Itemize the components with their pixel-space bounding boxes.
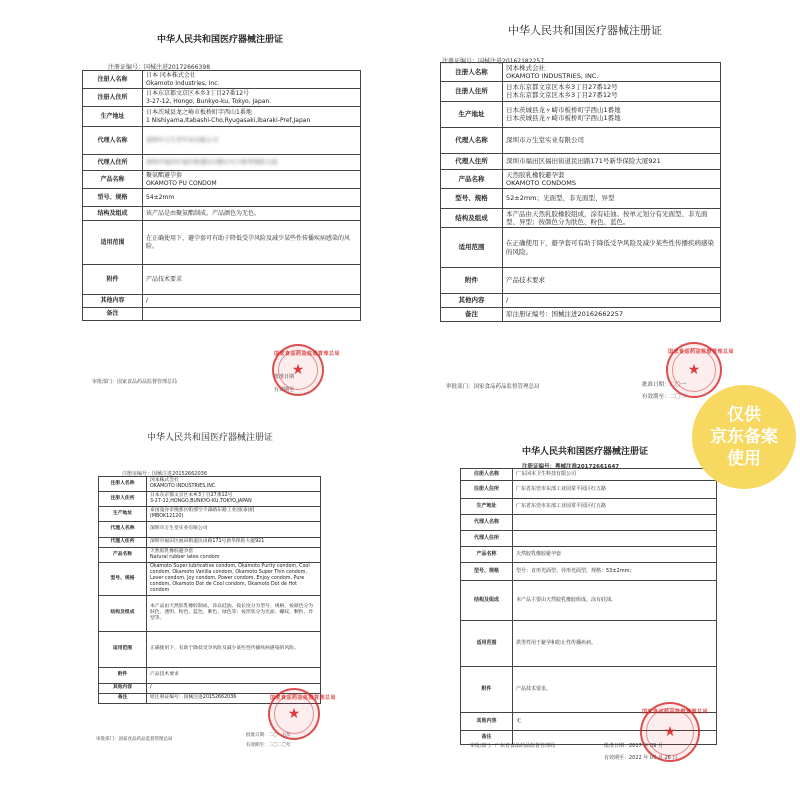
row-value: 深圳市福田区福田街道民田路171号新华保险大厦	[143, 155, 361, 171]
seal-lettering: 国家食品药品监督管理总局	[270, 695, 337, 701]
row-value: 54±2mm	[143, 189, 361, 207]
table-row	[461, 531, 717, 547]
row-label: 型号、规格	[83, 189, 143, 207]
row-label: 适用范围	[441, 228, 503, 268]
row-label: 代理人住所	[99, 537, 147, 547]
row-label: 注册人住所	[441, 82, 503, 101]
row-value: 天然胶乳橡胶避孕套 Natural rubber latex condom	[147, 547, 321, 562]
table-row	[441, 268, 721, 294]
row-label: 生产地址	[441, 101, 503, 127]
row-label: 适用范围	[83, 221, 143, 265]
row-value: 供男性用于避孕和防止性传播疾病。	[513, 621, 717, 667]
registration-number-label: 注册证编号：	[522, 464, 556, 470]
row-label: 其他内容	[99, 683, 147, 693]
row-label: 结构及组成	[441, 208, 503, 227]
valid-until: 有效期至：2022 年 09 月 26 日	[604, 755, 678, 761]
approval-date: 批准日期：二〇一	[642, 382, 687, 388]
certificate-1	[60, 0, 380, 400]
table-row	[99, 562, 321, 595]
row-value	[513, 531, 717, 547]
row-label: 其他内容	[83, 295, 143, 308]
seal-lettering: 国家食品药品监督管理总局	[668, 349, 735, 355]
row-label: 代理人名称	[99, 521, 147, 537]
row-value: 日本东京都文京区本乡3丁目27番12号 日本东京都文京区本乡3丁目27番12号	[503, 82, 721, 101]
table-row	[99, 595, 321, 631]
row-value: 日本茨城县龙ヶ崎市板桥町字西山1番地 日本茨城县龙ヶ崎市板桥町字西山1番地	[503, 101, 721, 127]
valid-until: 有效期至：二〇二〇年	[246, 743, 291, 748]
row-value: 正确使用下，有助于降低受孕风险及减少某些性传播疾病感染的风险。	[147, 631, 321, 667]
table-row	[441, 294, 721, 308]
registration-number-label: 注册证编号：	[108, 64, 145, 71]
jd-filing-badge	[692, 385, 796, 489]
row-value: Okamoto Super lubricative condom, Okamoto Purity condom, Cool condom, Okamoto Vanilla condom, Okamoto Super Thin condom, Lover condom, Joy condom, Power condom, Enjoy condom, Pure condom, Okamoto Dot de Cool condom, Okamoto Dot de Hot condom	[147, 562, 321, 595]
badge-line-3: 使用	[727, 449, 761, 470]
approval-date: 批准日期	[274, 374, 295, 380]
table-row	[441, 228, 721, 268]
row-value: 本产品主要由天然胶乳橡胶组成，涂有硅油。	[513, 581, 717, 621]
table-row	[441, 208, 721, 227]
row-value: 广东冈本卫生科技有限公司	[513, 469, 717, 481]
row-value: 泰国曼谷市挽那区帕那空卡森路东路工业园(泰国) (MBOK12120)	[147, 506, 321, 521]
approval-date: 批准日期：二〇一五年	[246, 733, 291, 738]
table-row	[83, 107, 361, 127]
row-label: 注册人名称	[99, 477, 147, 492]
row-label: 生产地址	[99, 506, 147, 521]
row-value: 产品技术要求	[143, 265, 361, 295]
table-row	[441, 82, 721, 101]
row-label: 注册人住所	[99, 491, 147, 506]
row-value: 原注册证编号：国械注进20152662036	[147, 693, 321, 703]
row-label: 结构及组成	[83, 207, 143, 221]
registration-number-value: 国械注进20172666398	[144, 64, 211, 71]
registration-number-value: 国械注进20162182257	[478, 58, 545, 65]
valid-until: 有效期至：二〇二	[642, 394, 687, 400]
row-value: 在正确使用下，避孕套可有助于降低受孕风险及减少某些性传播疾病感染的风险。	[143, 221, 361, 265]
row-value: 冈本株式会社 OKAMOTO INDUSTRIES,INC.	[147, 477, 321, 492]
approval-date: 批准日期：2017 年 09 月	[604, 743, 663, 749]
table-row	[83, 155, 361, 171]
row-value: 深圳市万生堂实业有限公司	[147, 521, 321, 537]
row-label: 代理人住所	[461, 531, 513, 547]
row-value: 天然胶乳橡胶避孕套	[513, 547, 717, 563]
table-row	[99, 506, 321, 521]
table-row	[461, 499, 717, 515]
row-label: 产品名称	[99, 547, 147, 562]
row-label: 代理人住所	[441, 153, 503, 169]
table-row	[461, 469, 717, 481]
row-label: 其他内容	[441, 294, 503, 308]
table-row	[99, 477, 321, 492]
table-row	[461, 515, 717, 531]
certificate-title: 中华人民共和国医疗器械注册证	[521, 447, 648, 457]
row-value: 日本东京都文京区本乡3丁目27番12号 3-27-12,HONGO,BUNKYO-KU,TOKYO,JAPAN	[147, 491, 321, 506]
certificate-table	[98, 476, 337, 704]
row-value: 天然胶乳橡胶避孕套 OKAMOTO CONDOMS	[503, 169, 721, 188]
table-row	[99, 521, 321, 537]
table-row	[441, 308, 721, 322]
row-value: 深圳市福田区福田街道民田路171号新华保险大厦921	[147, 537, 321, 547]
row-label: 生产地址	[461, 499, 513, 515]
table-row	[461, 563, 717, 581]
table-row	[83, 171, 361, 189]
row-label: 型号、规格	[461, 563, 513, 581]
row-value: /	[503, 294, 721, 308]
table-row	[99, 491, 321, 506]
official-seal-icon: 国家食品药品监督管理总局 ★	[666, 342, 722, 398]
row-label: 产品名称	[441, 169, 503, 188]
row-label: 结构及组成	[99, 595, 147, 631]
badge-line-1: 仅供	[727, 404, 761, 425]
seal-lettering: 国家食品药品监督管理总局	[642, 709, 709, 715]
row-label: 代理人名称	[461, 515, 513, 531]
table-row	[83, 295, 361, 308]
row-label: 型号、规格	[441, 188, 503, 208]
approval-authority: 审批部门：国家食品药品监督管理总局	[446, 384, 540, 390]
row-label: 备注	[441, 308, 503, 322]
row-value: 广东省东莞市东部工业园常平园区红五路	[513, 499, 717, 515]
approval-authority: 审批部门：国家食品药品监督管理总局	[96, 737, 173, 742]
approval-authority: 审批部门：广东省食品药品监督管理局	[470, 743, 556, 749]
table-row	[461, 481, 717, 499]
table-row	[83, 127, 361, 155]
certificate-3	[60, 420, 360, 800]
table-row	[83, 207, 361, 221]
certificate-table	[82, 70, 361, 321]
registration-number-label: 注册证编号：	[122, 471, 153, 477]
row-label: 注册人名称	[441, 63, 503, 82]
row-value: 产品技术要求	[503, 268, 721, 294]
registration-number-label: 注册证编号：	[442, 58, 479, 65]
row-value: 深圳市万生堂实业有限公司	[143, 127, 361, 155]
seal-lettering: 国家食品药品监督管理总局	[274, 351, 341, 357]
table-row	[99, 547, 321, 562]
certificate-title: 中华人民共和国医疗器械注册证	[146, 433, 273, 443]
row-label: 代理人名称	[441, 127, 503, 153]
approval-authority: 审批部门：国家食品药品监督管理总局	[92, 379, 178, 385]
table-row	[99, 667, 321, 683]
row-label: 注册人住所	[461, 481, 513, 499]
row-value: 广东省东莞市东部工业园常平园区红五路	[513, 481, 717, 499]
row-value: /	[147, 683, 321, 693]
row-value: 产品技术要求。	[513, 667, 717, 713]
table-row	[83, 308, 361, 321]
table-row	[83, 89, 361, 107]
table-row	[441, 153, 721, 169]
row-label: 备注	[83, 308, 143, 321]
table-row	[441, 101, 721, 127]
row-label: 产品名称	[83, 171, 143, 189]
row-value: 原注册证编号：国械注进20162662257	[503, 308, 721, 322]
table-row	[461, 621, 717, 667]
row-value: 日本茨城县龙之崎市板桥町字西山1番地 1 Nishiyama,Itabashi-Cho,Ryugasaki,Ibaraki-Pref,Japan	[143, 107, 361, 127]
certificate-2	[420, 0, 750, 410]
row-value: 日本东京都文京区本乡3丁目27番12号 3-27-12, Hongo, Bunkyo-ku, Tokyo, Japan.	[143, 89, 361, 107]
valid-until: 有效期至	[274, 387, 295, 393]
row-value: 该产品是由聚氨酯制成。产品颜色为无色。	[143, 207, 361, 221]
row-value: 深圳市福田区福田街道民田路171号新华保险大厦921	[503, 153, 721, 169]
row-value: 聚氨酯避孕套 OKAMOTO PU CONDOM	[143, 171, 361, 189]
row-value	[513, 515, 717, 531]
row-value	[143, 308, 361, 321]
row-label: 生产地址	[83, 107, 143, 127]
row-label: 型号、规格	[99, 562, 147, 595]
row-label: 附件	[441, 268, 503, 294]
row-value: 型号：直形光面型、异形光面型，规格：53±2mm；	[513, 563, 717, 581]
row-label: 其他内容	[461, 713, 513, 731]
table-row	[83, 265, 361, 295]
row-label: 结构及组成	[461, 581, 513, 621]
official-seal-icon: 国家食品药品监督管理总局 ★	[272, 344, 324, 396]
table-row	[461, 581, 717, 621]
table-row	[441, 127, 721, 153]
row-value: 产品技术要求	[147, 667, 321, 683]
row-value: 冈本株式会社 OKAMOTO INDUSTRIES, INC.	[503, 63, 721, 82]
row-value: 52±2mm；光面型、非光面型、异型	[503, 188, 721, 208]
row-value: 在正确使用下，避孕套可有助于降低受孕风险及减少某些性传播疾病感染的风险。	[503, 228, 721, 268]
table-row	[441, 63, 721, 82]
row-label: 备注	[461, 731, 513, 745]
row-label: 注册人住所	[83, 89, 143, 107]
table-row	[99, 631, 321, 667]
row-label: 附件	[461, 667, 513, 713]
row-label: 附件	[83, 265, 143, 295]
official-seal-icon: 国家食品药品监督管理总局 ★	[268, 688, 320, 740]
table-row	[99, 537, 321, 547]
badge-line-2: 京东备案	[710, 426, 778, 447]
table-row	[83, 189, 361, 207]
official-seal-icon: 国家食品药品监督管理总局 ★	[640, 702, 700, 762]
registration-number-value: 粤械注准20172661647	[555, 464, 620, 470]
row-label: 适用范围	[461, 621, 513, 667]
row-value: /	[143, 295, 361, 308]
row-value: 无	[513, 713, 717, 731]
table-row	[441, 169, 721, 188]
certificate-title: 中华人民共和国医疗器械注册证	[508, 24, 662, 37]
row-label: 适用范围	[99, 631, 147, 667]
row-label: 代理人住所	[83, 155, 143, 171]
row-label: 注册人名称	[83, 71, 143, 89]
certificate-4	[440, 430, 730, 800]
row-value: 本产品由天然乳胶橡胶组成，涂有硅油。按单元划分有光面型、非光面型、异型；按颜色分为肤色、粉色、蓝色。	[503, 208, 721, 227]
row-label: 注册人名称	[461, 469, 513, 481]
row-label: 代理人名称	[83, 127, 143, 155]
row-label: 产品名称	[461, 547, 513, 563]
table-row	[441, 188, 721, 208]
registration-number-value: 国械注进20152662036	[152, 471, 208, 477]
table-row	[83, 221, 361, 265]
row-value: 本产品由天然胶乳橡胶制成，涂以硅油。按长度分为型号、规格，按颜色分为肤色、透明、粉色、蓝色、紫色、绿色等；按形状分为光面、螺纹、颗粒、异型等。	[147, 595, 321, 631]
row-value: 深圳市万生堂实业有限公司	[503, 127, 721, 153]
certificate-table	[440, 62, 721, 322]
row-value: 日本 冈本株式会社 Okamoto Industries, Inc.	[143, 71, 361, 89]
row-label: 附件	[99, 667, 147, 683]
table-row	[83, 71, 361, 89]
row-label: 备注	[99, 693, 147, 703]
certificate-title: 中华人民共和国医疗器械注册证	[156, 35, 283, 45]
table-row	[461, 547, 717, 563]
